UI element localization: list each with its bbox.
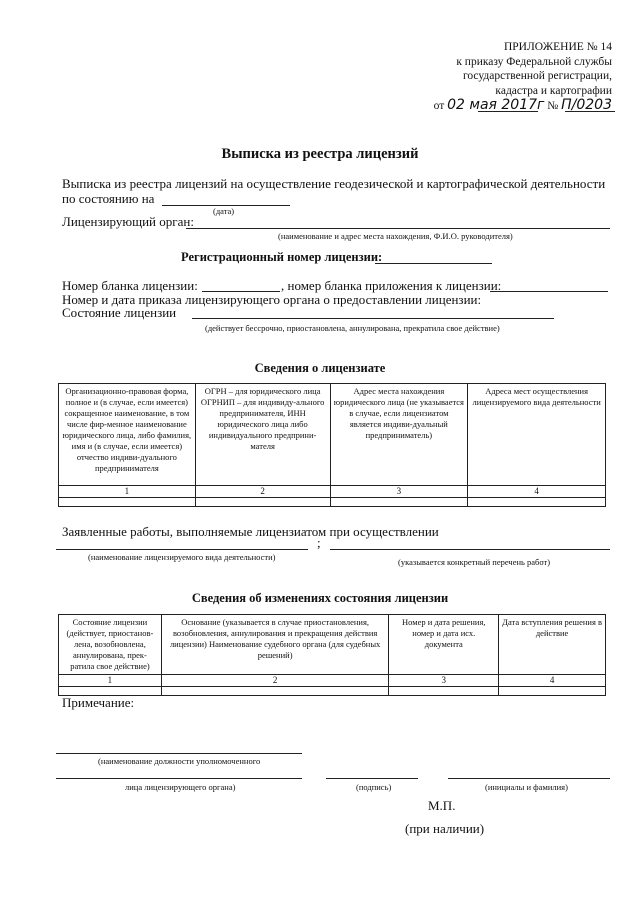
intro-line: Выписка из реестра лицензий на осуществление геодезической и картографической деятельности xyxy=(62,176,606,191)
appendix-date-line: от 02 мая 2017г № П/0203 xyxy=(433,97,612,113)
reg-number-field[interactable] xyxy=(375,263,492,264)
changes-data-row xyxy=(59,687,606,696)
note-label: Примечание: xyxy=(62,695,135,710)
appendix-title: ПРИЛОЖЕНИЕ № 14 xyxy=(503,41,612,53)
works-label: Заявленные работы, выполняемые лицензиатом при осуществлении xyxy=(62,524,439,539)
column-number: 3 xyxy=(389,675,499,687)
changes-heading: Сведения об изменениях состояния лицензии xyxy=(191,591,449,605)
column-number: 3 xyxy=(330,486,468,498)
changes-header-cell: Номер и дата решения, номер и дата исх. документа xyxy=(389,615,499,675)
changes-header-row xyxy=(59,615,606,675)
licensee-header-cell: Адрес места нахождения юридического лица (не указывается в случае, если лицензиатом является индиви-дуальный предприниматель) xyxy=(330,384,468,486)
works-list-field[interactable] xyxy=(330,549,610,550)
authority-caption: (наименование и адрес места нахождения, Ф.И.О. руководителя) xyxy=(278,231,513,241)
table-cell[interactable] xyxy=(499,687,606,696)
stamp-label: М.П. xyxy=(428,798,456,813)
as-of-label: по состоянию на xyxy=(62,191,155,206)
table-cell[interactable] xyxy=(195,498,330,507)
appendix-number-handwritten: П/0203 xyxy=(561,97,612,113)
authority-label: Лицензирующий орган: xyxy=(62,214,194,229)
changes-header-cell: Основание (указывается в случае приостановления, возобновления, аннулирования и прекращения действия лицензии) Наименование судебного органа (для судебных решений) xyxy=(161,615,389,675)
column-number: 2 xyxy=(195,486,330,498)
status-field[interactable] xyxy=(192,318,554,319)
licensee-heading: Сведения о лицензиате xyxy=(254,361,386,375)
table-cell[interactable] xyxy=(161,687,389,696)
page-title: Выписка из реестра лицензий xyxy=(221,146,419,162)
table-cell[interactable] xyxy=(59,498,196,507)
signature-caption: (подпись) xyxy=(356,782,392,792)
blank-number-label: Номер бланка лицензии: xyxy=(62,278,198,293)
appendix-date-handwritten: 02 мая 2017г xyxy=(447,97,545,113)
appendix-line: кадастра и картографии xyxy=(495,84,612,97)
position-caption: (наименование должности уполномоченного xyxy=(98,756,261,766)
licensee-header-cell: Организационно-правовая форма, полное и (в случае, если имеется) сокращенное наименование, в том числе фир-менное наименование юридического лица, либо фамилия, имя и (в случае, если имеется) отчество индиви-дуального предпринимателя xyxy=(59,384,196,486)
signature-field[interactable] xyxy=(326,778,418,779)
reg-number-label: Регистрационный номер лицензии: xyxy=(181,250,383,264)
appendix-line: государственной регистрации, xyxy=(462,70,612,82)
changes-header-cell: Состояние лицензии (действует, приостанов-лена, возобновлена, аннулирована, прек-ратила свое действие) xyxy=(59,615,162,675)
licensee-header-cell: Адреса мест осуществления лицензируемого вида деятельности xyxy=(468,384,606,486)
date-caption: (дата) xyxy=(213,206,235,216)
activity-caption: (наименование лицензируемого вида деятельности) xyxy=(88,552,276,562)
column-number: 4 xyxy=(499,675,606,687)
changes-header-cell: Дата вступления решения в действие xyxy=(499,615,606,675)
appendix-block xyxy=(434,40,612,114)
licensee-header-row xyxy=(59,384,606,486)
position-field[interactable] xyxy=(56,753,302,754)
licensee-table xyxy=(58,383,606,507)
works-separator: ; xyxy=(317,535,321,550)
order-label: Номер и дата приказа лицензирующего органа о предоставлении лицензии: xyxy=(62,292,482,307)
licensee-header-cell: ОГРН – для юридического лица ОГРНИП – для индивиду-ального предпринимателя, ИНН юридического лица либо индивидуального предприни-мателя xyxy=(195,384,330,486)
licensee-number-row xyxy=(59,486,606,498)
table-cell[interactable] xyxy=(330,498,468,507)
appendix-blank-number-field[interactable] xyxy=(490,291,608,292)
number-underline xyxy=(565,111,615,112)
column-number: 2 xyxy=(161,675,389,687)
status-label: Состояние лицензии xyxy=(62,305,177,320)
name-field[interactable] xyxy=(448,778,610,779)
column-number: 4 xyxy=(468,486,606,498)
authority-field[interactable] xyxy=(186,228,610,229)
column-number: 1 xyxy=(59,675,162,687)
appendix-blank-number-label: , номер бланка приложения к лицензии: xyxy=(281,278,502,293)
activity-field[interactable] xyxy=(56,549,308,550)
org-caption: лица лицензирующего органа) xyxy=(125,782,236,792)
stamp-note: (при наличии) xyxy=(405,821,485,836)
name-caption: (инициалы и фамилия) xyxy=(485,782,568,792)
appendix-line: к приказу Федеральной службы xyxy=(456,55,612,68)
changes-number-row xyxy=(59,675,606,687)
table-cell[interactable] xyxy=(468,498,606,507)
status-caption: (действует бессрочно, приостановлена, аннулирована, прекратила свое действие) xyxy=(205,323,500,333)
table-cell[interactable] xyxy=(389,687,499,696)
works-caption: (указывается конкретный перечень работ) xyxy=(398,557,551,567)
column-number: 1 xyxy=(59,486,196,498)
position-field-cont[interactable] xyxy=(56,778,302,779)
licensee-data-row xyxy=(59,498,606,507)
date-underline xyxy=(478,111,538,112)
changes-table xyxy=(58,614,606,696)
